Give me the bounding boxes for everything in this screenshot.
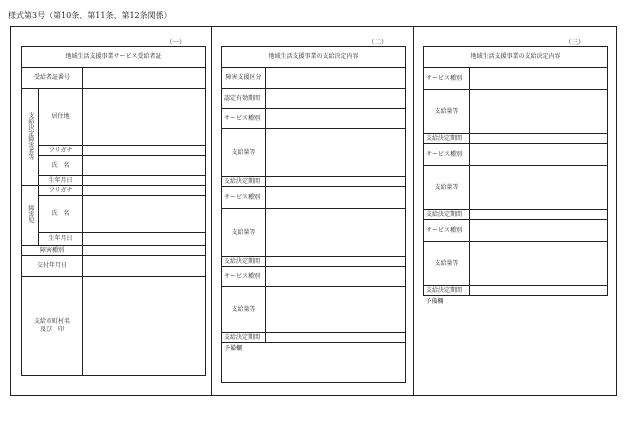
- child-furigana-label: フリガナ: [39, 186, 83, 196]
- panel2-title: 地域生活支援事業の支給決定内容: [222, 47, 406, 68]
- amount-field[interactable]: [266, 209, 406, 257]
- service-type-field[interactable]: [470, 144, 608, 166]
- furigana-label: フリガナ: [39, 146, 83, 156]
- decision-period-label: 支給決定期間: [222, 177, 266, 187]
- remarks-label: 予備欄: [425, 298, 444, 305]
- service-type-label: サービス種別: [424, 68, 470, 90]
- amount-label: 支給量等: [222, 209, 266, 257]
- child-birthdate-field[interactable]: [83, 233, 206, 246]
- service-type-field[interactable]: [266, 267, 406, 287]
- child-name-label: 氏 名: [39, 196, 83, 233]
- service-type-field[interactable]: [266, 109, 406, 129]
- remarks-field[interactable]: [222, 343, 406, 383]
- decision-period-field[interactable]: [470, 286, 608, 296]
- panel2-number: （二）: [368, 38, 388, 46]
- recipient-number-label: 受給者証番号: [22, 68, 83, 89]
- birthdate-label: 生年月日: [39, 176, 83, 186]
- amount-label: 支給量等: [222, 129, 266, 177]
- amount-field[interactable]: [266, 287, 406, 333]
- decision-period-label: 支給決定期間: [222, 257, 266, 267]
- support-class-label: 障害支援区分: [222, 68, 266, 89]
- valid-period-field[interactable]: [266, 89, 406, 109]
- amount-field[interactable]: [470, 166, 608, 210]
- decision-period-field[interactable]: [470, 210, 608, 220]
- panel1-title: 地域生活支援事業サービス受給者証: [22, 47, 206, 68]
- service-type-field[interactable]: [266, 187, 406, 209]
- panel3-title: 地域生活支援事業の支給決定内容: [424, 47, 608, 68]
- decision-period-label: 支給決定期間: [222, 333, 266, 343]
- service-type-label: サービス種別: [222, 109, 266, 129]
- disability-type-field[interactable]: [83, 246, 206, 256]
- furigana-field[interactable]: [83, 146, 206, 156]
- child-birthdate-label: 生年月日: [39, 233, 83, 246]
- issue-date-field[interactable]: [83, 256, 206, 277]
- service-type-label: サービス種別: [424, 220, 470, 242]
- issue-date-label: 交付年月日: [22, 256, 83, 277]
- amount-field[interactable]: [266, 129, 406, 177]
- amount-field[interactable]: [470, 242, 608, 286]
- remarks-field[interactable]: [424, 296, 608, 376]
- panel3-number: （三）: [565, 38, 585, 46]
- certified-person-group-label: 支給決定障害者等: [26, 111, 34, 160]
- decision-period-field[interactable]: [266, 177, 406, 187]
- service-type-field[interactable]: [470, 220, 608, 242]
- panel3-table: [423, 46, 608, 376]
- child-furigana-field[interactable]: [83, 186, 206, 196]
- address-label: 居住地: [39, 89, 83, 146]
- amount-label: 支給量等: [222, 287, 266, 333]
- name-label: 氏 名: [39, 156, 83, 176]
- amount-label: 支給量等: [424, 90, 470, 134]
- amount-field[interactable]: [470, 90, 608, 134]
- support-class-field[interactable]: [266, 68, 406, 89]
- disability-type-label: 障害種別: [22, 246, 83, 256]
- municipality-label: 支給市町村名 及び 印: [22, 277, 83, 376]
- decision-period-field[interactable]: [266, 257, 406, 267]
- service-type-field[interactable]: [470, 68, 608, 90]
- panel2-table: [221, 46, 406, 383]
- service-type-label: サービス種別: [424, 144, 470, 166]
- service-type-label: サービス種別: [222, 187, 266, 209]
- birthdate-field[interactable]: [83, 176, 206, 186]
- decision-period-label: 支給決定期間: [424, 210, 470, 220]
- panel1-table: [21, 46, 206, 376]
- decision-period-field[interactable]: [470, 134, 608, 144]
- certified-person-group: [22, 89, 39, 186]
- child-group: [22, 186, 39, 246]
- decision-period-label: 支給決定期間: [424, 134, 470, 144]
- form-header: 様式第3号（第10条、第11条、第12条関係）: [8, 11, 172, 20]
- panel1-number: （一）: [166, 38, 186, 46]
- service-type-label: サービス種別: [222, 267, 266, 287]
- child-name-field[interactable]: [83, 196, 206, 233]
- decision-period-label: 支給決定期間: [424, 286, 470, 296]
- valid-period-label: 認定有効期間: [222, 89, 266, 109]
- name-field[interactable]: [83, 156, 206, 176]
- address-field[interactable]: [83, 89, 206, 146]
- recipient-number-field[interactable]: [83, 68, 206, 89]
- amount-label: 支給量等: [424, 166, 470, 210]
- decision-period-field[interactable]: [266, 333, 406, 343]
- municipality-field[interactable]: [83, 277, 206, 376]
- amount-label: 支給量等: [424, 242, 470, 286]
- child-group-label: 障害児: [26, 205, 34, 224]
- remarks-label: 予備欄: [224, 345, 243, 352]
